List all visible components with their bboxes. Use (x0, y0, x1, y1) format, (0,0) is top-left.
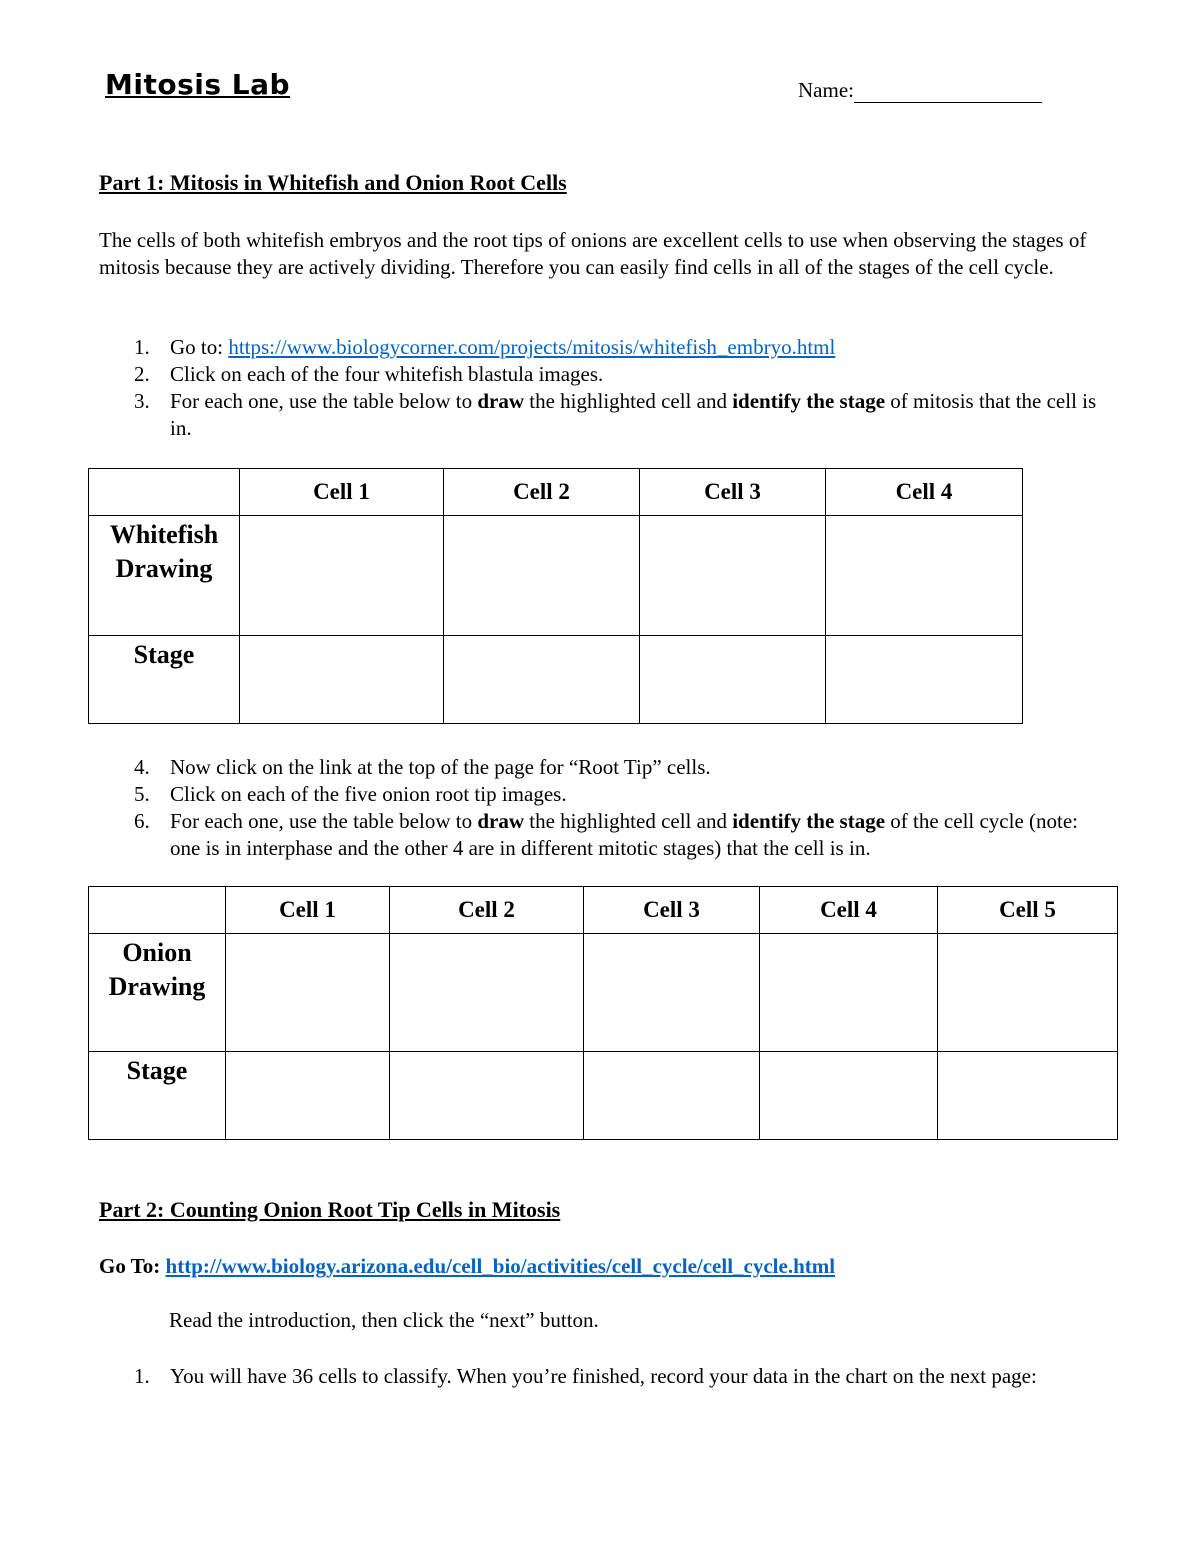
part2-heading: Part 2: Counting Onion Root Tip Cells in Mitosis (99, 1197, 561, 1222)
list-item: 6. For each one, use the table below to draw the highlighted cell and identify the stage of the cell cycle (note: one is in interphase and the other 4 are in different mitotic stages) that the cell is in. (134, 809, 1079, 860)
goto-label: Go To: (99, 1254, 166, 1278)
stage-cell[interactable] (226, 1052, 390, 1140)
read-instruction: Read the introduction, then click the “next” button. (169, 1308, 599, 1332)
column-header: Cell 2 (390, 887, 584, 934)
column-header: Cell 4 (760, 887, 938, 934)
column-header: Cell 3 (640, 469, 826, 516)
stage-cell[interactable] (444, 636, 640, 724)
drawing-cell[interactable] (390, 934, 584, 1052)
row-header-onion-drawing: Onion Drawing (89, 934, 226, 1052)
stage-cell[interactable] (640, 636, 826, 724)
column-header: Cell 1 (240, 469, 444, 516)
table-row (89, 516, 1023, 636)
arizona-link[interactable]: http://www.biology.arizona.edu/cell_bio/activities/cell_cycle/cell_cycle.html (165, 1254, 836, 1278)
onion-table (88, 886, 1118, 1140)
biologycorner-link[interactable]: https://www.biologycorner.com/projects/mitosis/whitefish_embryo.html (228, 335, 836, 359)
name-field[interactable] (798, 78, 1042, 103)
column-header: Cell 2 (444, 469, 640, 516)
stage-cell[interactable] (938, 1052, 1118, 1140)
table-row (89, 636, 1023, 724)
drawing-cell[interactable] (240, 516, 444, 636)
stage-cell[interactable] (390, 1052, 584, 1140)
list-item: 4. Now click on the link at the top of the page for “Root Tip” cells. (134, 755, 711, 779)
table-row (89, 934, 1118, 1052)
list-item: 3. For each one, use the table below to draw the highlighted cell and identify the stage of mitosis that the cell is in. (134, 389, 1097, 440)
drawing-cell[interactable] (938, 934, 1118, 1052)
part1-intro: The cells of both whitefish embryos and the root tips of onions are excellent cells to use when observing the stages of mitosis because they are actively dividing. Therefore you can easily find cells in all of the stages of the cell cycle. (99, 228, 1087, 279)
table-header-row (89, 887, 1118, 934)
list-item: 5. Click on each of the five onion root tip images. (134, 782, 567, 806)
stage-cell[interactable] (240, 636, 444, 724)
column-header: Cell 1 (226, 887, 390, 934)
drawing-cell[interactable] (760, 934, 938, 1052)
drawing-cell[interactable] (640, 516, 826, 636)
list-item: 1. Go to: https://www.biologycorner.com/projects/mitosis/whitefish_embryo.html (134, 335, 836, 359)
drawing-cell[interactable] (584, 934, 760, 1052)
drawing-cell[interactable] (826, 516, 1023, 636)
column-header: Cell 4 (826, 469, 1023, 516)
column-header: Cell 3 (584, 887, 760, 934)
goto-line (99, 1254, 835, 1279)
stage-cell[interactable] (584, 1052, 760, 1140)
page-title: Mitosis Lab (105, 68, 291, 101)
name-blank-line[interactable] (854, 82, 1042, 103)
part1-steps-list (99, 334, 1099, 442)
row-header-stage: Stage (89, 1052, 226, 1140)
list-item: 2. Click on each of the four whitefish blastula images. (134, 362, 604, 386)
name-label: Name: (798, 78, 854, 102)
list-item: 1. You will have 36 cells to classify. When you’re finished, record your data in the chart on the next page: (134, 1364, 1037, 1388)
corner-cell (89, 469, 240, 516)
table-header-row (89, 469, 1023, 516)
drawing-cell[interactable] (226, 934, 390, 1052)
part2-steps-list (99, 1363, 1099, 1390)
row-header-stage: Stage (89, 636, 240, 724)
row-header-whitefish-drawing: Whitefish Drawing (89, 516, 240, 636)
stage-cell[interactable] (760, 1052, 938, 1140)
table-row (89, 1052, 1118, 1140)
whitefish-table (88, 468, 1023, 724)
drawing-cell[interactable] (444, 516, 640, 636)
corner-cell (89, 887, 226, 934)
part1-heading: Part 1: Mitosis in Whitefish and Onion Root Cells (99, 170, 567, 195)
stage-cell[interactable] (826, 636, 1023, 724)
column-header: Cell 5 (938, 887, 1118, 934)
part1-steps-list-2 (99, 754, 1099, 862)
